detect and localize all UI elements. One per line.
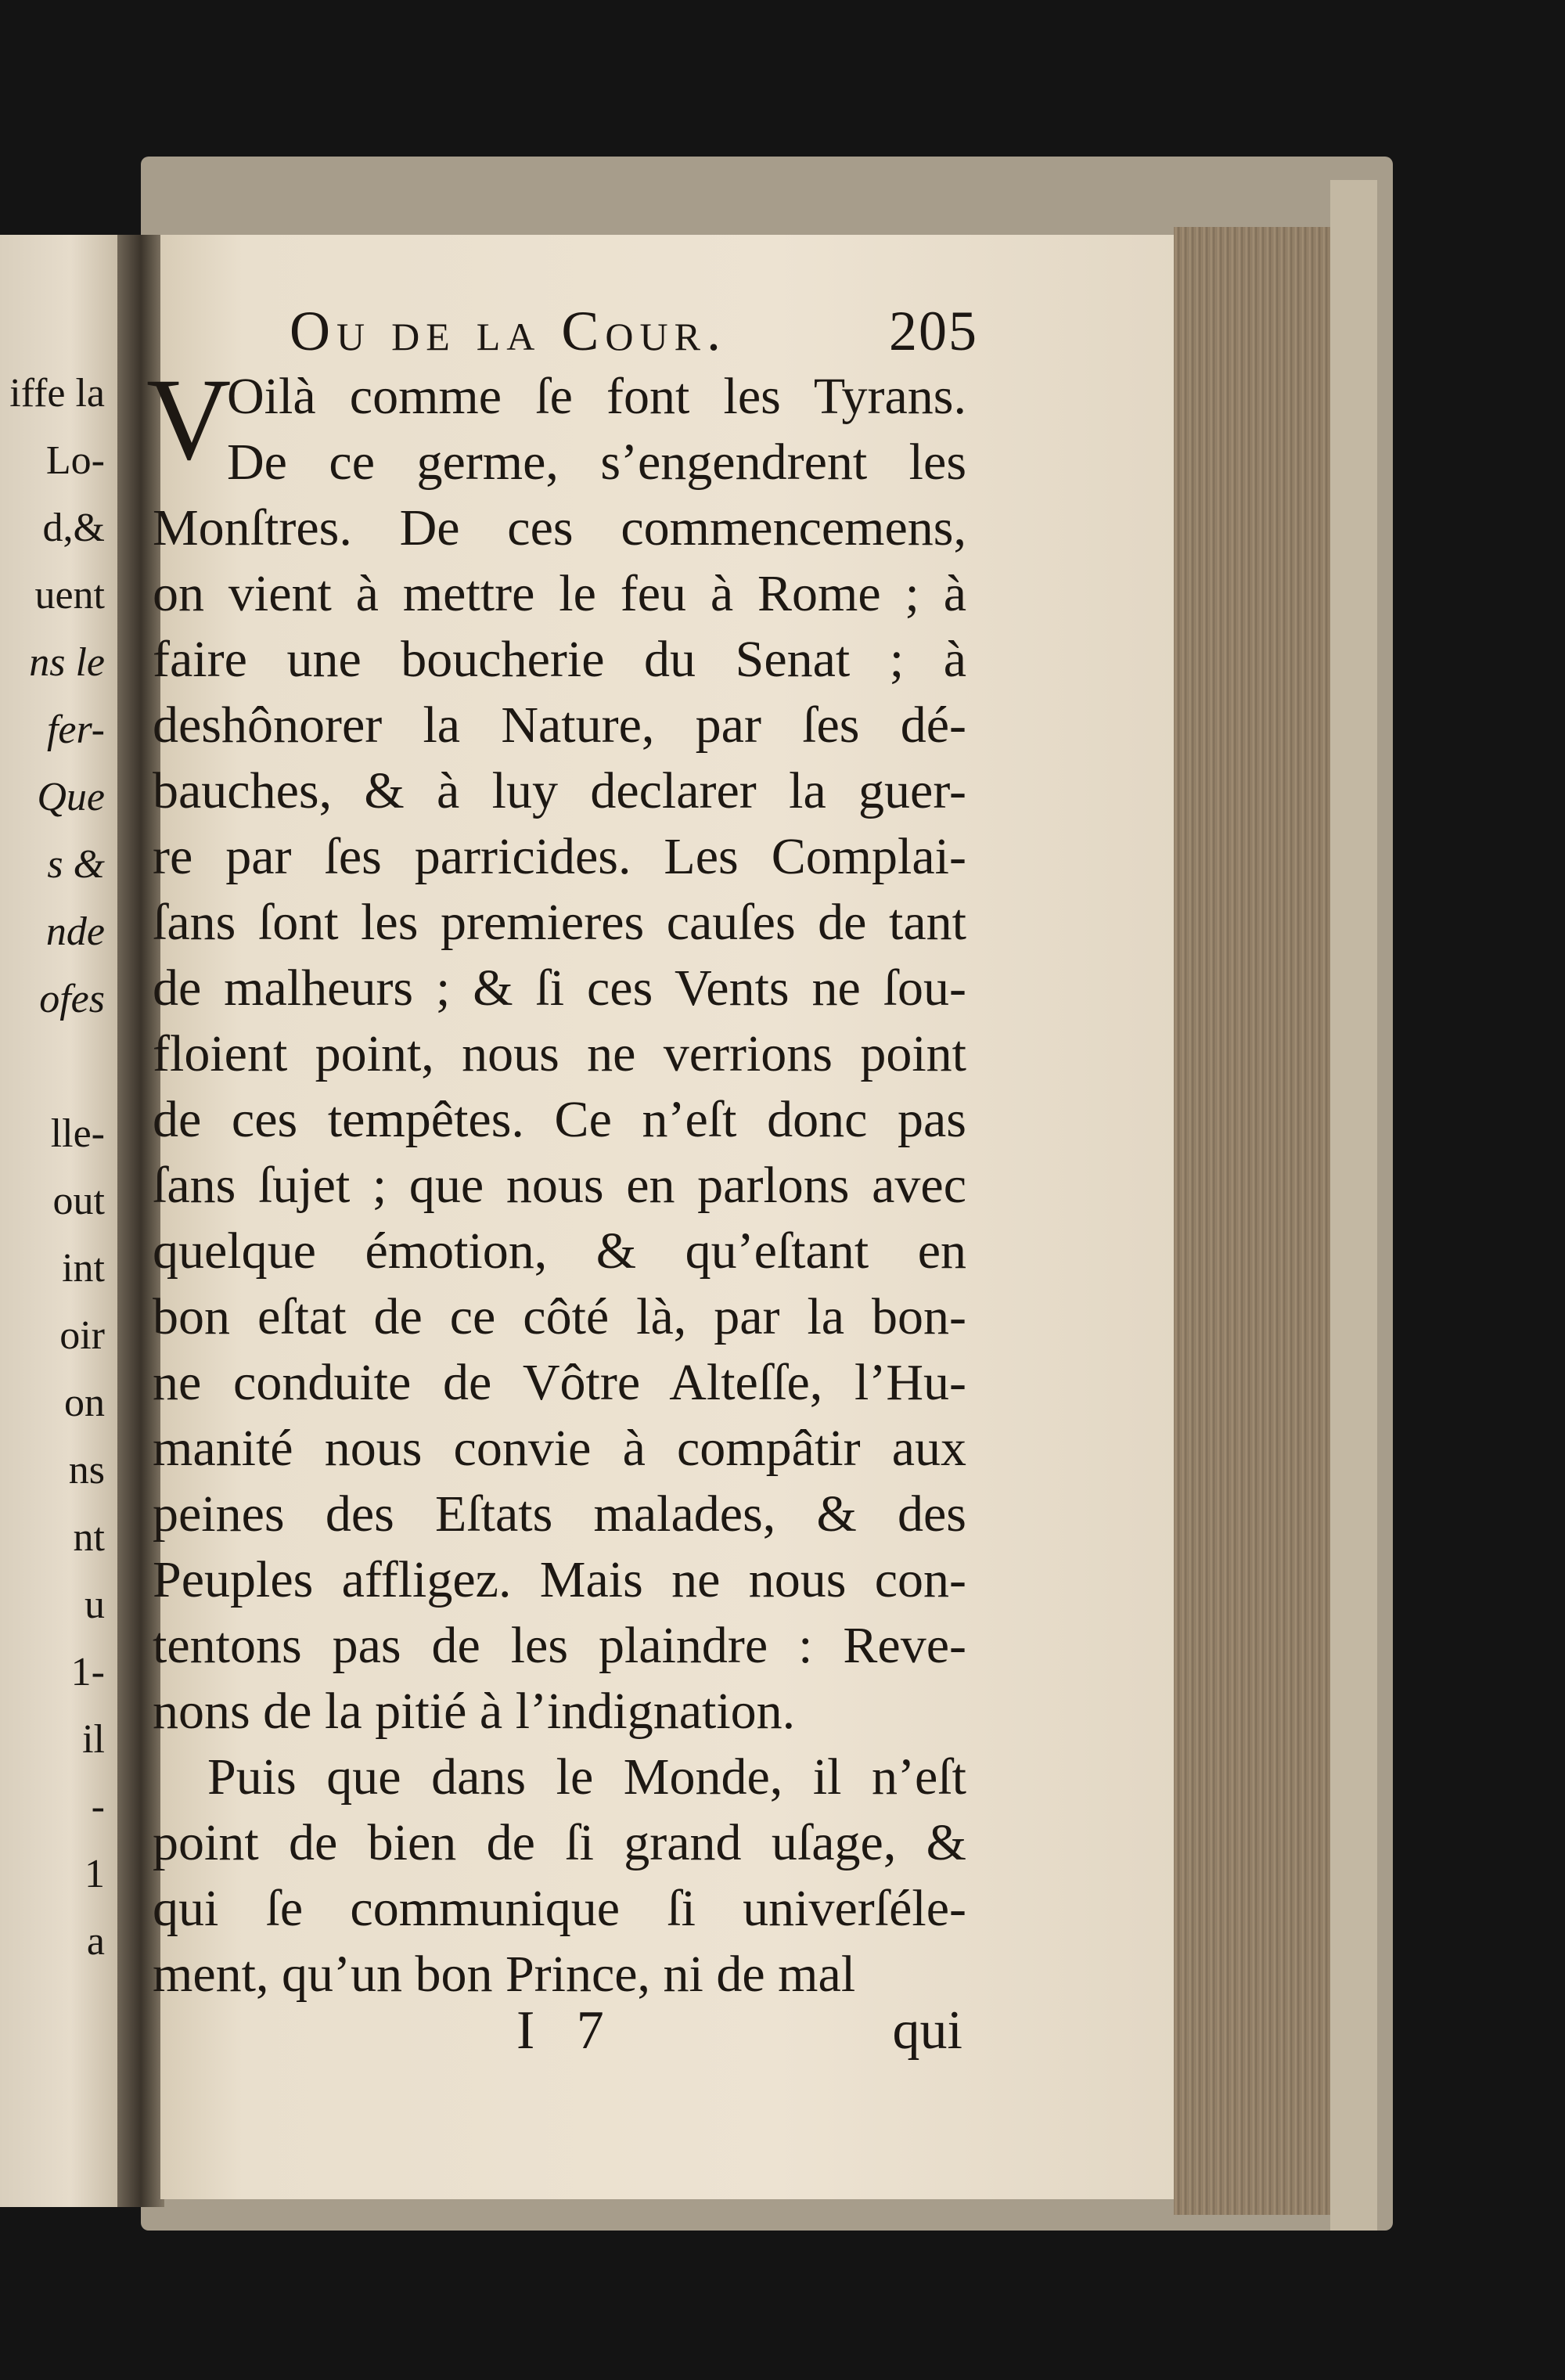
signature-mark: I 7 bbox=[516, 2000, 618, 2061]
text-line: De ce germe, s’engendrent les bbox=[227, 434, 966, 491]
text-line: nons de la pitié à l’indignation. bbox=[153, 1683, 796, 1740]
text-line: deshônorer la Nature, par ſes dé- bbox=[153, 697, 966, 754]
facing-line: s & bbox=[47, 842, 105, 887]
facing-line: nt bbox=[73, 1515, 105, 1560]
body-text bbox=[146, 355, 966, 2007]
right-page bbox=[146, 235, 1185, 2199]
text-line: de malheurs ; & ſi ces Vents ne ſou- bbox=[153, 960, 966, 1017]
page-footer bbox=[516, 2000, 962, 2070]
text-line: Oilà comme ſe font les Tyrans. bbox=[227, 368, 966, 425]
text-line: peines des Eſtats malades, & des bbox=[153, 1485, 966, 1543]
facing-line: ns le bbox=[29, 640, 105, 685]
page-number: 205 bbox=[889, 300, 978, 362]
text-line: Puis que dans le Monde, il n’eſt bbox=[207, 1748, 966, 1806]
text-line: bauches, & à luy declarer la guer- bbox=[153, 762, 966, 819]
page-edges bbox=[1174, 227, 1338, 2215]
facing-page bbox=[0, 235, 117, 2207]
text-line: ſans ſujet ; que nous en parlons avec bbox=[153, 1157, 966, 1214]
text-line: ment, qu’un bon Prince, ni de mal bbox=[153, 1946, 856, 2003]
text-line: faire une boucherie du Senat ; à bbox=[153, 631, 966, 688]
text-line: qui ſe communique ſi univerſéle- bbox=[153, 1880, 966, 1937]
facing-line: fer- bbox=[46, 708, 105, 752]
facing-line: 1- bbox=[70, 1650, 105, 1694]
text-line: bon eſtat de ce côté là, par la bon- bbox=[153, 1288, 966, 1345]
cover-edge bbox=[1330, 180, 1377, 2231]
facing-line: 1 bbox=[85, 1852, 105, 1896]
facing-line: uent bbox=[34, 573, 105, 618]
text-line: point de bien de ſi grand uſage, & bbox=[153, 1814, 966, 1871]
facing-line: a bbox=[86, 1919, 105, 1964]
text-line: manité nous convie à compâtir aux bbox=[153, 1420, 966, 1477]
text-line: ſans ſont les premieres cauſes de tant bbox=[153, 894, 966, 951]
facing-line: - bbox=[91, 1784, 105, 1829]
facing-line: iffe la bbox=[9, 371, 105, 416]
facing-line: oir bbox=[59, 1313, 105, 1358]
drop-cap: V bbox=[146, 355, 232, 484]
facing-line: on bbox=[64, 1381, 105, 1425]
facing-line: out bbox=[52, 1179, 105, 1223]
facing-line: lle- bbox=[50, 1111, 105, 1156]
text-line: ne conduite de Vôtre Alteſſe, l’Hu- bbox=[153, 1354, 966, 1411]
text-line: tentons pas de les plaindre : Reve- bbox=[153, 1617, 966, 1674]
text-line: floient point, nous ne verrions point bbox=[153, 1025, 966, 1082]
facing-line bbox=[0, 1033, 110, 1100]
text-line: Monſtres. De ces commencemens, bbox=[153, 499, 966, 556]
text-line: on vient à mettre le feu à Rome ; à bbox=[153, 565, 966, 622]
facing-line: int bbox=[62, 1246, 105, 1291]
facing-line: Que bbox=[37, 775, 105, 819]
facing-line: ns bbox=[68, 1448, 105, 1492]
facing-line: nde bbox=[45, 909, 105, 954]
facing-line: ofes bbox=[39, 977, 105, 1021]
facing-line: u bbox=[85, 1582, 105, 1627]
running-head-title: Ou de la Cour. bbox=[290, 300, 727, 362]
text-line: Peuples affligez. Mais ne nous con- bbox=[153, 1551, 966, 1608]
text-line: re par ſes parricides. Les Complai- bbox=[153, 828, 966, 885]
text-line: de ces tempêtes. Ce n’eſt donc pas bbox=[153, 1091, 966, 1148]
facing-line: il bbox=[82, 1717, 105, 1762]
text-line: quelque émotion, & qu’eſtant en bbox=[153, 1222, 966, 1280]
facing-line: Lo- bbox=[45, 438, 105, 483]
facing-page-text bbox=[0, 360, 110, 1975]
catchword: qui bbox=[892, 2000, 962, 2061]
facing-line: d,& bbox=[42, 506, 105, 550]
